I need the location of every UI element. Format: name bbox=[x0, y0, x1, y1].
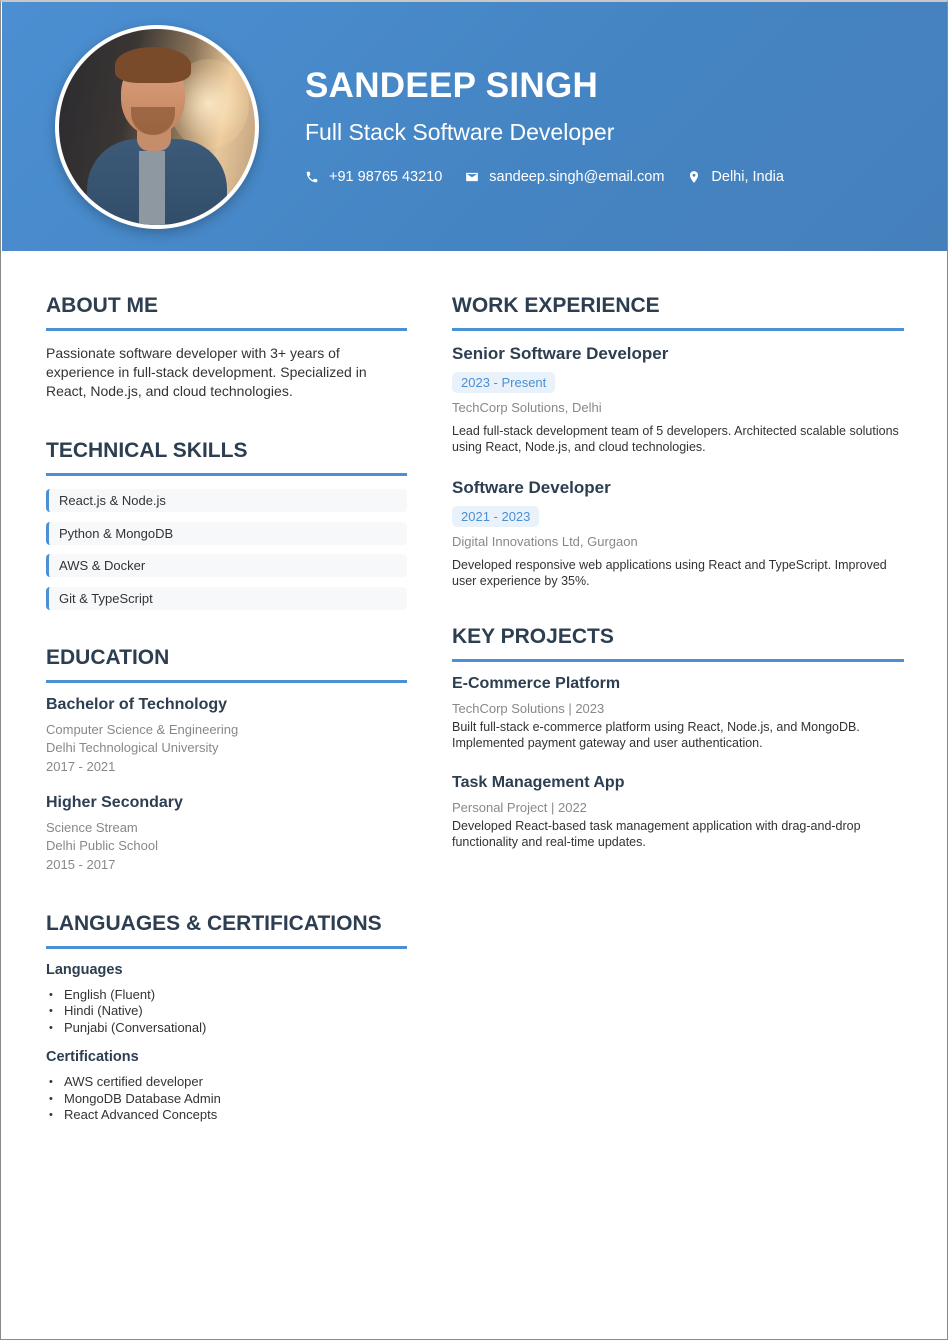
certification-item: • MongoDB Database Admin bbox=[46, 1091, 407, 1108]
languages-subheading: Languages bbox=[46, 961, 123, 978]
certifications-subheading: Certifications bbox=[46, 1049, 139, 1066]
projects-section bbox=[452, 625, 904, 850]
email-icon bbox=[465, 170, 479, 184]
skill-item: Git & TypeScript bbox=[46, 587, 407, 610]
profile-photo-frame bbox=[55, 25, 259, 229]
languages-certifications-section bbox=[46, 912, 407, 1124]
project-name: E-Commerce Platform bbox=[452, 675, 621, 692]
education-item bbox=[46, 794, 407, 875]
skills-section bbox=[46, 439, 407, 610]
education-heading: EDUCATION bbox=[46, 646, 407, 683]
experience-section bbox=[452, 294, 904, 589]
education-years: 2017 - 2021 bbox=[46, 758, 116, 774]
education-degree: Higher Secondary bbox=[46, 793, 183, 811]
about-heading: ABOUT ME bbox=[46, 294, 407, 331]
contact-phone bbox=[305, 169, 442, 185]
photo-shirt bbox=[139, 151, 165, 225]
skill-item: Python & MongoDB bbox=[46, 522, 407, 545]
language-item: • English (Fluent) bbox=[46, 987, 407, 1004]
project-meta: Personal Project | 2022 bbox=[452, 800, 587, 815]
education-years: 2015 - 2017 bbox=[46, 857, 116, 873]
profile-photo bbox=[59, 29, 255, 225]
project-item bbox=[452, 675, 904, 751]
languages-list bbox=[46, 987, 407, 1037]
candidate-title: Full Stack Software Developer bbox=[305, 119, 615, 145]
photo-hair bbox=[115, 47, 191, 83]
right-column bbox=[452, 294, 904, 878]
contact-email bbox=[465, 169, 664, 185]
job-company: TechCorp Solutions, Delhi bbox=[452, 400, 602, 415]
about-text: Passionate software developer with 3+ years of experience in full-stack development. Specialized in React, Node.js, and cloud technologies. bbox=[46, 345, 367, 399]
skills-heading: TECHNICAL SKILLS bbox=[46, 439, 407, 476]
education-item bbox=[46, 696, 407, 777]
certifications-list bbox=[46, 1074, 407, 1124]
about-section bbox=[46, 294, 407, 401]
projects-heading: KEY PROJECTS bbox=[452, 625, 904, 662]
contact-phone-text: +91 98765 43210 bbox=[329, 169, 443, 185]
job-period-badge: 2023 - Present bbox=[452, 372, 555, 393]
project-description: Built full-stack e-commerce platform using React, Node.js, and MongoDB. Implemented payment gateway and user authentication. bbox=[452, 720, 860, 750]
project-name: Task Management App bbox=[452, 774, 625, 791]
job-company: Digital Innovations Ltd, Gurgaon bbox=[452, 534, 638, 549]
experience-heading: WORK EXPERIENCE bbox=[452, 294, 904, 331]
education-degree: Bachelor of Technology bbox=[46, 695, 228, 713]
experience-item bbox=[452, 344, 904, 455]
job-role: Software Developer bbox=[452, 478, 611, 497]
experience-item bbox=[452, 478, 904, 589]
contact-list bbox=[305, 169, 807, 185]
location-icon bbox=[687, 170, 701, 184]
education-institution: Delhi Public School bbox=[46, 838, 159, 854]
job-role: Senior Software Developer bbox=[452, 344, 669, 363]
certification-item: • AWS certified developer bbox=[46, 1074, 407, 1091]
language-item: • Punjabi (Conversational) bbox=[46, 1020, 407, 1037]
education-field: Science Stream bbox=[46, 819, 138, 835]
skill-item: AWS & Docker bbox=[46, 554, 407, 577]
job-description: Lead full-stack development team of 5 developers. Architected scalable solutions using React, Node.js, and cloud technologies. bbox=[452, 424, 899, 454]
language-item: • Hindi (Native) bbox=[46, 1003, 407, 1020]
education-institution: Delhi Technological University bbox=[46, 740, 219, 756]
left-column bbox=[46, 294, 407, 1152]
languages-certifications-heading: LANGUAGES & CERTIFICATIONS bbox=[46, 912, 407, 949]
phone-icon bbox=[305, 170, 319, 184]
education-field: Computer Science & Engineering bbox=[46, 721, 239, 737]
contact-location-text: Delhi, India bbox=[711, 169, 784, 185]
job-period-badge: 2021 - 2023 bbox=[452, 506, 539, 527]
skill-item: React.js & Node.js bbox=[46, 489, 407, 512]
education-section bbox=[46, 646, 407, 875]
contact-email-text: sandeep.singh@email.com bbox=[489, 169, 665, 185]
contact-location bbox=[687, 169, 784, 185]
project-description: Developed React-based task management application with drag-and-drop functionality and real-time updates. bbox=[452, 819, 861, 849]
project-meta: TechCorp Solutions | 2023 bbox=[452, 701, 605, 716]
candidate-name: SANDEEP SINGH bbox=[305, 66, 599, 105]
certification-item: • React Advanced Concepts bbox=[46, 1107, 407, 1124]
resume-header bbox=[2, 2, 947, 251]
job-description: Developed responsive web applications using React and TypeScript. Improved user experience by 35%. bbox=[452, 558, 887, 588]
project-item bbox=[452, 774, 904, 850]
